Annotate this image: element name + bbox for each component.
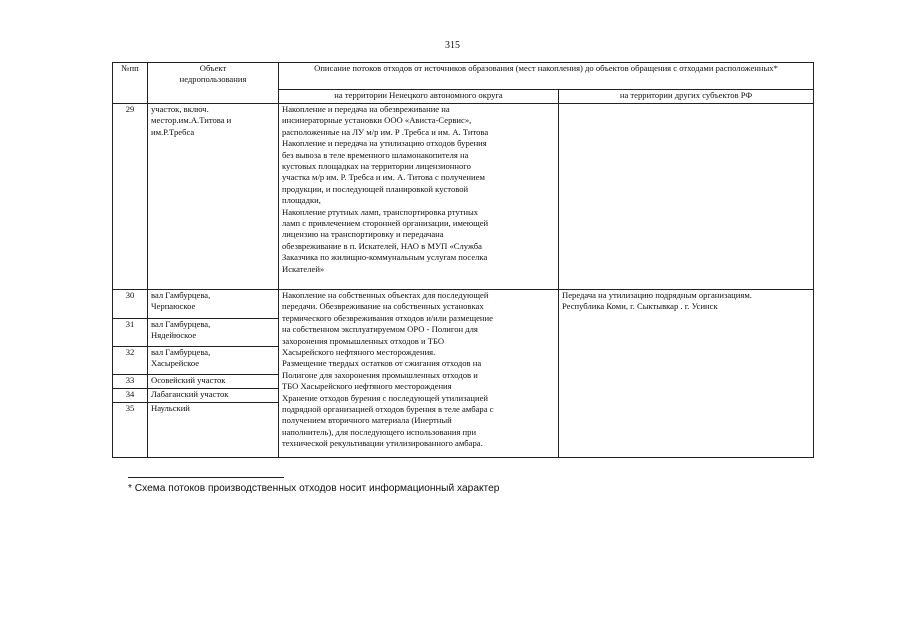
row-number: 32	[113, 347, 148, 375]
group-nao-description: Накопление на собственных объектах для последующей передачи. Обезвреживание на собственных установках термического обезвреживания отходов и/или размещение на собственном эксплуатируемом ОРО - Полигон для захоронения промышленных отходов и ТБО Хасырейского нефтяного месторождения. Размещение твердых остатков от сжигания отходов на Полигоне для захоронения промышленных отходов и ТБО Хасырейского нефтяного месторождения Хранение отходов бурения с последующей утилизацией подрядной организацией отходов бурения в теле амбара с получением вторичного материала (Инертный наполнитель), для последующего использования при технической рекультивации утилизированного амбара.	[279, 290, 559, 458]
row-object: вал Гамбурцева, Хасырейское	[148, 347, 279, 375]
page-number: 315	[445, 40, 460, 51]
header-nao: на территории Ненецкого автономного округа	[279, 90, 559, 104]
group-other-description: Передача на утилизацию подрядным организациям. Республика Коми, г. Сыктывкар . г. Усинск	[559, 290, 814, 458]
header-object: Объект недропользования	[148, 63, 279, 104]
row-number: 29	[113, 104, 148, 290]
row-object: вал Гамбурцева, Нядейюское	[148, 319, 279, 347]
row-nao-description: Накопление и передача на обезвреживание на инсинераторные установки ООО «Ависта-Сервис», расположенные на ЛУ м/р им. Р .Требса и им. А. Титова Накопление и передача на утилизацию отходов бурения без вывоза в теле временного шламонакопителя на кустовых площадках на территории лицензионного участка м/р им. Р. Требса и им. А. Титова с получением продукции, и последующей планировкой кустовой площадки, Накопление ртутных ламп, транспортировка ртутных ламп с привлечением сторонней организации, имеющей лицензию на транспортировку и передачана обезвреживание в п. Искателей, НАО в МУП «Служба Заказчика по жилищно-коммунальным услугам поселка Искателей»	[279, 104, 559, 290]
header-num: №пп	[113, 63, 148, 104]
table-row	[113, 290, 814, 319]
row-object: участок, включ. местор.им.А.Титова и им.Р.Требса	[148, 104, 279, 290]
row-object: Лабаганский участок	[148, 389, 279, 403]
row-number: 31	[113, 319, 148, 347]
table-row	[113, 104, 814, 290]
waste-flow-table	[112, 62, 814, 458]
row-number: 30	[113, 290, 148, 319]
row-number: 34	[113, 389, 148, 403]
footnote-separator	[128, 477, 284, 478]
row-object: Осовейский участок	[148, 375, 279, 389]
footnote: * Схема потоков производственных отходов носит информационный характер	[128, 483, 500, 494]
row-other-description	[559, 104, 814, 290]
header-description: Описание потоков отходов от источников образования (мест накопления) до объектов обращения с отходами расположенных*	[279, 63, 814, 90]
row-number: 33	[113, 375, 148, 389]
row-number: 35	[113, 403, 148, 458]
header-other: на территории других субъектов РФ	[559, 90, 814, 104]
row-object: Наульский	[148, 403, 279, 458]
header-row	[113, 63, 814, 90]
row-object: вал Гамбурцева, Черпаюское	[148, 290, 279, 319]
